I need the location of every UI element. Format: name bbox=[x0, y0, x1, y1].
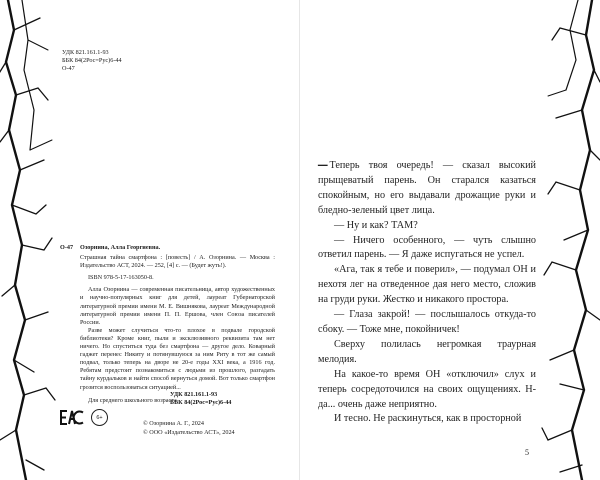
copyright-block bbox=[143, 419, 235, 437]
paragraph: — Ничего особенного, — чуть слышно ответил парень. — Я даже испугаться не успел. bbox=[318, 234, 536, 261]
paragraph: — Ну и как? ТАМ? bbox=[334, 219, 418, 231]
paragraph: «Ага, так я тебе и поверил», — подумал ОН и нехотя лег на отведенное дая него место, сложив на груди руки. Жестко и никакого простора. bbox=[318, 264, 536, 306]
opening-dash: – bbox=[318, 154, 328, 175]
paragraph: И тесно. Не раскинуться, как в просторной bbox=[334, 413, 522, 425]
udk-block-top bbox=[62, 49, 122, 73]
copyright-line: © ООО «Издательство АСТ», 2024 bbox=[143, 429, 235, 436]
bbk-line: ББК 84(2Рос=Рус)6-44 bbox=[170, 399, 232, 406]
paragraph: На какое-то время ОН «отключил» слух и теперь сосредоточился на своих ощущениях. Н-да... очень даже неприятно. bbox=[318, 368, 536, 410]
copyright-line: © Озорнина А. Г., 2024 bbox=[143, 420, 204, 427]
bibliographic-record bbox=[80, 244, 275, 405]
story-text bbox=[318, 154, 536, 427]
paragraph: Сверху полилась негромкая траурная мелодия. bbox=[318, 338, 536, 365]
udk-block-bottom bbox=[170, 391, 231, 407]
udk-line: УДК 821.161.1-93 bbox=[170, 391, 218, 398]
audience-note: Для среднего школьного возраста. bbox=[88, 396, 179, 404]
bbk-line: ББК 84(2Рос=Рус)6-44 bbox=[62, 57, 122, 64]
udk-line: УДК 821.161.1-93 bbox=[62, 49, 109, 56]
author-code: О-47 bbox=[60, 244, 74, 251]
paragraph bbox=[318, 154, 536, 219]
age-rating-badge: 6+ bbox=[91, 409, 108, 426]
eac-mark-icon bbox=[60, 409, 84, 426]
page-number: 5 bbox=[525, 448, 529, 457]
author-bio: Алла Озорнина — современная писательница, автор художественных и научно-популярных книг для детей, лауреат Губернаторской литературной премии имени М. Е. Вишнякова, лауреат Международной литературной премии имени П. П. Ершова, член Союза писателей России. bbox=[80, 286, 275, 326]
isbn: ISBN 978-5-17-163050-8. bbox=[88, 274, 154, 282]
author-mark: О-47 bbox=[62, 65, 75, 72]
book-description: Страшная тайна смартфона : [повесть] / А. Озорнина. — Москва : Издательство АСТ, 2024. — 252, [4] с. — (Будет жуть!). bbox=[80, 254, 275, 270]
author-name: Озорнина, Алла Георгиевна. bbox=[80, 244, 161, 251]
paragraph: — Глаза закрой! — послышалось откуда-то сбоку. — Тоже мне, покойничек! bbox=[318, 309, 536, 335]
paragraph-text: Теперь твоя очередь! — сказал высокий прыщеватый парень. Он старался казаться спокойным, но его выдавали дрожащие руки и бледно-зеленый цвет лица. bbox=[318, 160, 536, 216]
annotation: Разве может случиться что-то плохое в подвале городской библиотеки? Кроме книг, пыли и эксклюзивного реквизита там нет ничего. Но спуститься туда без смартфона — другое дело. Коварный гаджет перенес Никиту и потянувшуюся за ним Риту в тот же самый подвал, только теперь на дворе не 20-е годы XXI века, а 1916 год. Ребятам предстоит познакомиться с людьми из прошлого, разгадать тайну курдальков и найти способ вернуться домой. Вот только смартфон грозится воспользоваться ситуацией... bbox=[80, 326, 275, 391]
